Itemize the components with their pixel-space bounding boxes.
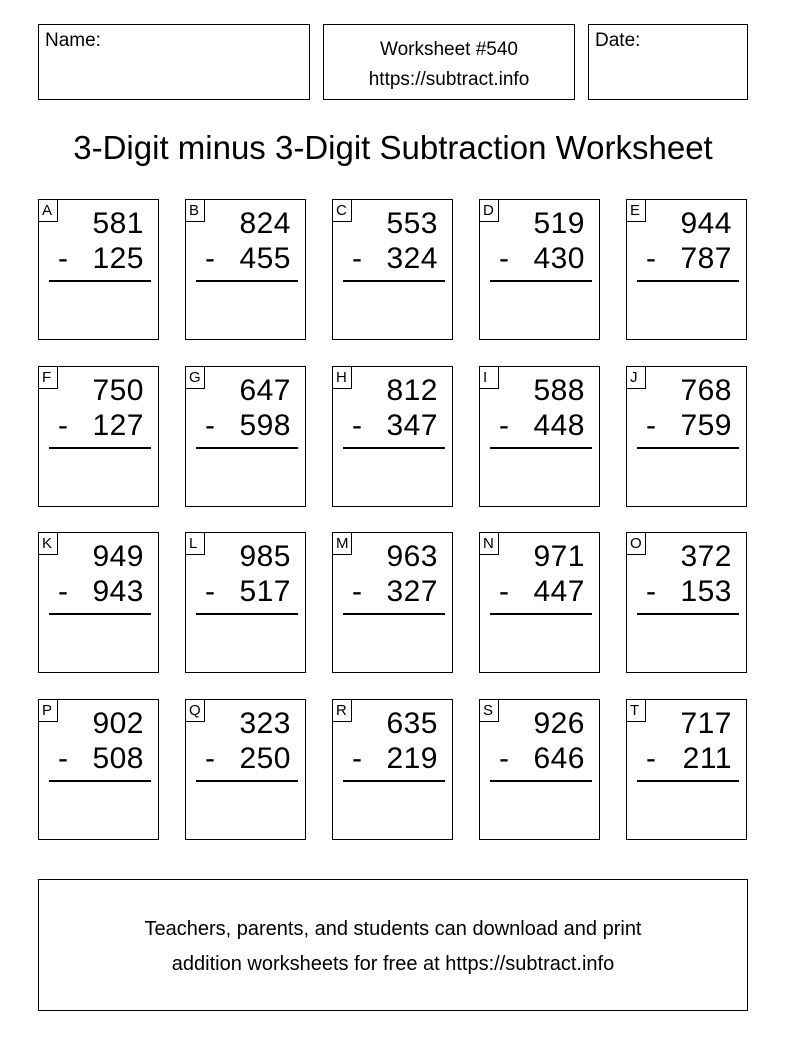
minus-sign: - bbox=[646, 742, 656, 775]
problem-g[interactable] bbox=[185, 366, 306, 507]
problem-q[interactable] bbox=[185, 699, 306, 840]
problem-s[interactable] bbox=[479, 699, 600, 840]
minuend: 588 bbox=[533, 374, 585, 407]
subtrahend: 646 bbox=[533, 742, 585, 775]
problem-h[interactable] bbox=[332, 366, 453, 507]
problem-d[interactable] bbox=[479, 199, 600, 340]
minuend: 717 bbox=[680, 707, 732, 740]
subtrahend: 598 bbox=[239, 409, 291, 442]
subtrahend: 787 bbox=[680, 242, 732, 275]
problem-label: O bbox=[627, 533, 646, 555]
minuend: 635 bbox=[386, 707, 438, 740]
problem-b[interactable] bbox=[185, 199, 306, 340]
minuend: 926 bbox=[533, 707, 585, 740]
subtrahend: 517 bbox=[239, 575, 291, 608]
minuend: 812 bbox=[386, 374, 438, 407]
answer-line bbox=[637, 613, 739, 615]
problem-label: M bbox=[333, 533, 352, 555]
problem-f[interactable] bbox=[38, 366, 159, 507]
minuend: 902 bbox=[92, 707, 144, 740]
footer-line-1: Teachers, parents, and students can download and print bbox=[144, 918, 642, 940]
minuend: 750 bbox=[92, 374, 144, 407]
problem-m[interactable] bbox=[332, 532, 453, 673]
worksheet-url: https://subtract.info bbox=[368, 69, 530, 90]
minus-sign: - bbox=[205, 409, 215, 442]
subtrahend: 430 bbox=[533, 242, 585, 275]
problem-label: P bbox=[39, 700, 58, 722]
problem-label: Q bbox=[186, 700, 205, 722]
answer-line bbox=[49, 447, 151, 449]
problem-label: L bbox=[186, 533, 205, 555]
answer-line bbox=[196, 447, 298, 449]
subtrahend: 127 bbox=[92, 409, 144, 442]
subtrahend: 448 bbox=[533, 409, 585, 442]
problem-j[interactable] bbox=[626, 366, 747, 507]
answer-line bbox=[343, 280, 445, 282]
minus-sign: - bbox=[499, 242, 509, 275]
minus-sign: - bbox=[58, 242, 68, 275]
minuend: 949 bbox=[92, 540, 144, 573]
minus-sign: - bbox=[499, 409, 509, 442]
footer-box bbox=[38, 879, 748, 1011]
answer-line bbox=[343, 780, 445, 782]
date-box[interactable] bbox=[588, 24, 748, 100]
answer-line bbox=[49, 613, 151, 615]
answer-line bbox=[490, 447, 592, 449]
problem-label: H bbox=[333, 367, 352, 389]
problem-label: G bbox=[186, 367, 205, 389]
minuend: 519 bbox=[533, 207, 585, 240]
problem-e[interactable] bbox=[626, 199, 747, 340]
minus-sign: - bbox=[205, 242, 215, 275]
subtrahend: 153 bbox=[680, 575, 732, 608]
problem-a[interactable] bbox=[38, 199, 159, 340]
subtrahend: 347 bbox=[386, 409, 438, 442]
minus-sign: - bbox=[499, 742, 509, 775]
problem-label: C bbox=[333, 200, 352, 222]
minus-sign: - bbox=[58, 409, 68, 442]
minus-sign: - bbox=[646, 409, 656, 442]
footer-line-2: addition worksheets for free at https://subtract.info bbox=[171, 953, 615, 975]
worksheet-info-box bbox=[323, 24, 575, 100]
worksheet-number: Worksheet #540 bbox=[379, 39, 518, 60]
problem-label: K bbox=[39, 533, 58, 555]
problem-o[interactable] bbox=[626, 532, 747, 673]
subtrahend: 211 bbox=[682, 742, 732, 775]
problem-label: E bbox=[627, 200, 646, 222]
subtrahend: 125 bbox=[92, 242, 144, 275]
minus-sign: - bbox=[352, 742, 362, 775]
minuend: 971 bbox=[533, 540, 585, 573]
answer-line bbox=[49, 780, 151, 782]
answer-line bbox=[637, 780, 739, 782]
problem-n[interactable] bbox=[479, 532, 600, 673]
subtrahend: 324 bbox=[386, 242, 438, 275]
problem-label: S bbox=[480, 700, 499, 722]
subtrahend: 759 bbox=[680, 409, 732, 442]
subtrahend: 447 bbox=[533, 575, 585, 608]
answer-line bbox=[196, 780, 298, 782]
name-label: Name: bbox=[45, 30, 101, 51]
minuend: 581 bbox=[92, 207, 144, 240]
minus-sign: - bbox=[205, 575, 215, 608]
problem-label: I bbox=[480, 367, 499, 389]
problem-label: J bbox=[627, 367, 646, 389]
minus-sign: - bbox=[499, 575, 509, 608]
problem-l[interactable] bbox=[185, 532, 306, 673]
subtrahend: 219 bbox=[386, 742, 438, 775]
minus-sign: - bbox=[58, 742, 68, 775]
answer-line bbox=[196, 280, 298, 282]
problem-t[interactable] bbox=[626, 699, 747, 840]
minuend: 944 bbox=[680, 207, 732, 240]
name-box[interactable] bbox=[38, 24, 310, 100]
subtrahend: 508 bbox=[92, 742, 144, 775]
minus-sign: - bbox=[352, 409, 362, 442]
minuend: 647 bbox=[239, 374, 291, 407]
minuend: 323 bbox=[239, 707, 291, 740]
problem-label: A bbox=[39, 200, 58, 222]
minus-sign: - bbox=[352, 575, 362, 608]
minus-sign: - bbox=[58, 575, 68, 608]
page-title: 3-Digit minus 3-Digit Subtraction Worksheet bbox=[73, 129, 713, 166]
answer-line bbox=[343, 613, 445, 615]
problem-label: R bbox=[333, 700, 352, 722]
problem-r[interactable] bbox=[332, 699, 453, 840]
minus-sign: - bbox=[646, 575, 656, 608]
minuend: 985 bbox=[239, 540, 291, 573]
problem-i[interactable] bbox=[479, 366, 600, 507]
minuend: 372 bbox=[680, 540, 732, 573]
problem-p[interactable] bbox=[38, 699, 159, 840]
minuend: 963 bbox=[386, 540, 438, 573]
minuend: 553 bbox=[386, 207, 438, 240]
problem-label: F bbox=[39, 367, 58, 389]
date-label: Date: bbox=[595, 30, 641, 51]
problem-c[interactable] bbox=[332, 199, 453, 340]
answer-line bbox=[343, 447, 445, 449]
answer-line bbox=[49, 280, 151, 282]
minuend: 768 bbox=[680, 374, 732, 407]
answer-line bbox=[196, 613, 298, 615]
answer-line bbox=[490, 280, 592, 282]
answer-line bbox=[637, 447, 739, 449]
problem-k[interactable] bbox=[38, 532, 159, 673]
subtrahend: 455 bbox=[239, 242, 291, 275]
problem-label: N bbox=[480, 533, 499, 555]
subtrahend: 250 bbox=[239, 742, 291, 775]
subtrahend: 943 bbox=[92, 575, 144, 608]
problem-label: D bbox=[480, 200, 499, 222]
subtrahend: 327 bbox=[386, 575, 438, 608]
problem-label: T bbox=[627, 700, 646, 722]
minus-sign: - bbox=[646, 242, 656, 275]
minuend: 824 bbox=[239, 207, 291, 240]
minus-sign: - bbox=[205, 742, 215, 775]
minus-sign: - bbox=[352, 242, 362, 275]
answer-line bbox=[637, 280, 739, 282]
answer-line bbox=[490, 613, 592, 615]
answer-line bbox=[490, 780, 592, 782]
problem-label: B bbox=[186, 200, 205, 222]
